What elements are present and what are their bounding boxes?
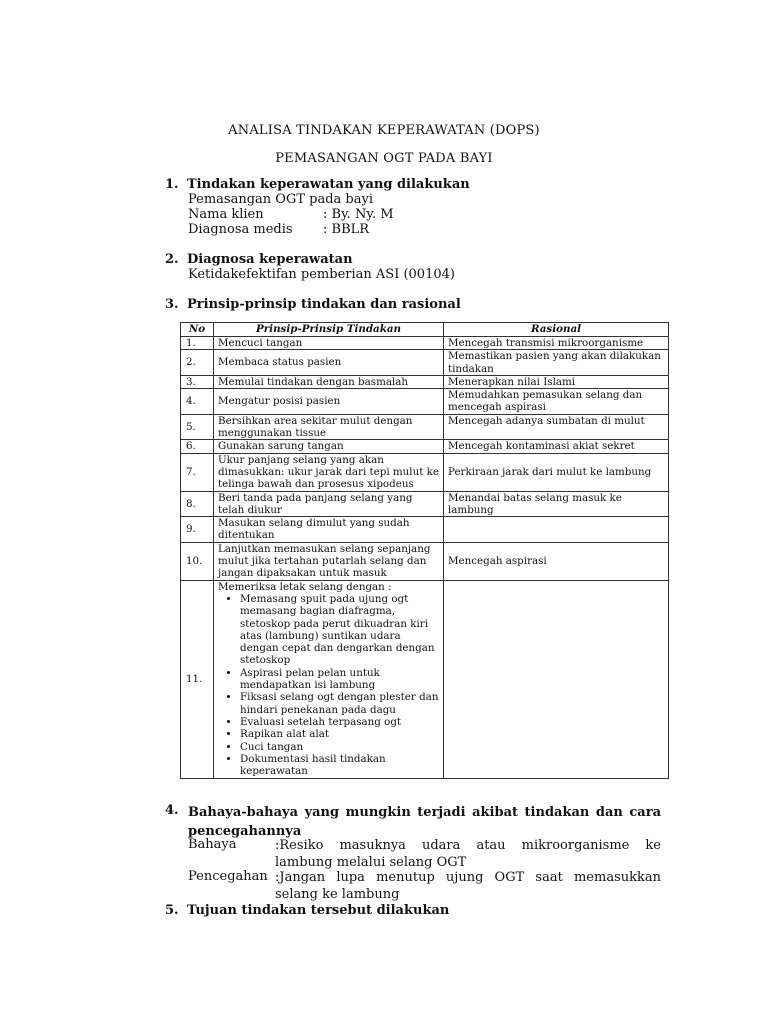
section-title: Tujuan tindakan tersebut dilakukan bbox=[187, 903, 450, 918]
check-intro: Memeriksa letak selang dengan : bbox=[218, 580, 392, 593]
section-title: Tindakan keperawatan yang dilakukan bbox=[187, 177, 470, 192]
table-row bbox=[181, 389, 669, 415]
row-rationale bbox=[444, 517, 669, 543]
hazard-label: Bahaya bbox=[188, 837, 237, 852]
table-row bbox=[181, 337, 669, 350]
section-title: Bahaya-bahaya yang mungkin terjadi akibat tindakan dan cara pencegahannya bbox=[188, 805, 661, 839]
row-number: 11. bbox=[181, 580, 214, 779]
section-number: 1. bbox=[165, 177, 179, 192]
row-number: 9. bbox=[181, 517, 214, 543]
section-4-heading bbox=[165, 803, 661, 841]
row-principle: Bersihkan area sekitar mulut dengan menggunakan tissue bbox=[214, 414, 444, 440]
table-row bbox=[181, 440, 669, 453]
row-number: 2. bbox=[181, 350, 214, 376]
document-title: ANALISA TINDAKAN KEPERAWATAN (DOPS) bbox=[228, 123, 540, 138]
table-header-row bbox=[181, 323, 669, 337]
prevention-label: Pencegahan bbox=[188, 869, 268, 884]
row-rationale: Perkiraan jarak dari mulut ke lambung bbox=[444, 453, 669, 491]
header-rationale: Rasional bbox=[444, 323, 669, 337]
row-rationale: Menandai batas selang masuk ke lambung bbox=[444, 491, 669, 517]
medical-diagnosis-value: : BBLR bbox=[323, 222, 370, 237]
section-3-heading bbox=[165, 297, 461, 312]
list-item: • Fiksasi selang ogt dengan plester dan hindari penekanan pada dagu bbox=[240, 691, 439, 716]
table-row bbox=[181, 491, 669, 517]
row-rationale: Menerapkan nilai Islami bbox=[444, 375, 669, 388]
client-name-row bbox=[188, 207, 394, 222]
table-row bbox=[181, 414, 669, 440]
header-principles: Prinsip-Prinsip Tindakan bbox=[214, 323, 444, 337]
header-no: No bbox=[181, 323, 214, 337]
list-item: • Dokumentasi hasil tindakan keperawatan bbox=[240, 753, 439, 778]
row-rationale: Mencegah transmisi mikroorganisme bbox=[444, 337, 669, 350]
check-steps-list bbox=[218, 593, 439, 777]
section-5-heading bbox=[165, 903, 449, 918]
list-item: • Aspirasi pelan pelan untuk mendapatkan isi lambung bbox=[240, 667, 439, 692]
document-subtitle: PEMASANGAN OGT PADA BAYI bbox=[275, 151, 493, 166]
section-2-line: Ketidakefektifan pemberian ASI (00104) bbox=[188, 267, 455, 282]
row-number: 6. bbox=[181, 440, 214, 453]
client-name-label: Nama klien bbox=[188, 207, 264, 222]
medical-diagnosis-row bbox=[188, 222, 369, 237]
row-rationale: Mencegah kontaminasi akiat sekret bbox=[444, 440, 669, 453]
row-number: 3. bbox=[181, 375, 214, 388]
list-item: • Cuci tangan bbox=[240, 741, 439, 753]
row-rationale: Memudahkan pemasukan selang dan mencegah aspirasi bbox=[444, 389, 669, 415]
section-title: Prinsip-prinsip tindakan dan rasional bbox=[187, 297, 461, 312]
row-rationale bbox=[444, 580, 669, 779]
client-name-value: : By. Ny. M bbox=[323, 207, 394, 222]
row-principle: Ukur panjang selang yang akan dimasukkan: ukur jarak dari tepi mulut ke telinga bawah dan prosesus xipodeus bbox=[214, 453, 444, 491]
row-number: 8. bbox=[181, 491, 214, 517]
row-principle: Membaca status pasien bbox=[214, 350, 444, 376]
row-principle: Masukan selang dimulut yang sudah ditentukan bbox=[214, 517, 444, 543]
row-principle: Gunakan sarung tangan bbox=[214, 440, 444, 453]
list-item: • Memasang spuit pada ujung ogt memasang bagian diafragma, stetoskop pada perut dikuadran kiri atas (lambung) suntikan udara dengan cepat dan dengarkan dengan stetoskop bbox=[240, 593, 439, 667]
row-rationale: Mencegah adanya sumbatan di mulut bbox=[444, 414, 669, 440]
section-number: 4. bbox=[165, 803, 179, 818]
prevention-text: :Jangan lupa menutup ujung OGT saat memasukkan selang ke lambung bbox=[275, 870, 661, 902]
row-number: 4. bbox=[181, 389, 214, 415]
table-row bbox=[181, 375, 669, 388]
table-row bbox=[181, 542, 669, 580]
medical-diagnosis-label: Diagnosa medis bbox=[188, 222, 293, 237]
section-title: Diagnosa keperawatan bbox=[187, 252, 353, 267]
row-rationale: Memastikan pasien yang akan dilakukan tindakan bbox=[444, 350, 669, 376]
row-principle: Mencuci tangan bbox=[214, 337, 444, 350]
section-number: 5. bbox=[165, 903, 179, 918]
row-number: 10. bbox=[181, 542, 214, 580]
hazard-text: :Resiko masuknya udara atau mikroorganisme ke lambung melalui selang OGT bbox=[275, 838, 661, 870]
row-number: 5. bbox=[181, 414, 214, 440]
row-principle: Memulai tindakan dengan basmalah bbox=[214, 375, 444, 388]
list-item: • Rapikan alat alat bbox=[240, 728, 439, 740]
table-row bbox=[181, 580, 669, 779]
table-row bbox=[181, 350, 669, 376]
section-2-heading bbox=[165, 252, 353, 267]
section-number: 2. bbox=[165, 252, 179, 267]
row-principle: Beri tanda pada panjang selang yang telah diukur bbox=[214, 491, 444, 517]
row-rationale: Mencegah aspirasi bbox=[444, 542, 669, 580]
table-row bbox=[181, 453, 669, 491]
list-item: • Evaluasi setelah terpasang ogt bbox=[240, 716, 439, 728]
section-1-line: Pemasangan OGT pada bayi bbox=[188, 192, 374, 207]
section-number: 3. bbox=[165, 297, 179, 312]
table-row bbox=[181, 517, 669, 543]
row-number: 1. bbox=[181, 337, 214, 350]
section-1-heading bbox=[165, 177, 470, 192]
row-principle: Lanjutkan memasukan selang sepanjang mulut jika tertahan putarlah selang dan jangan dipaksakan untuk masuk bbox=[214, 542, 444, 580]
row-principle: Mengatur posisi pasien bbox=[214, 389, 444, 415]
principles-table bbox=[180, 322, 669, 779]
row-principle bbox=[214, 580, 444, 779]
row-number: 7. bbox=[181, 453, 214, 491]
